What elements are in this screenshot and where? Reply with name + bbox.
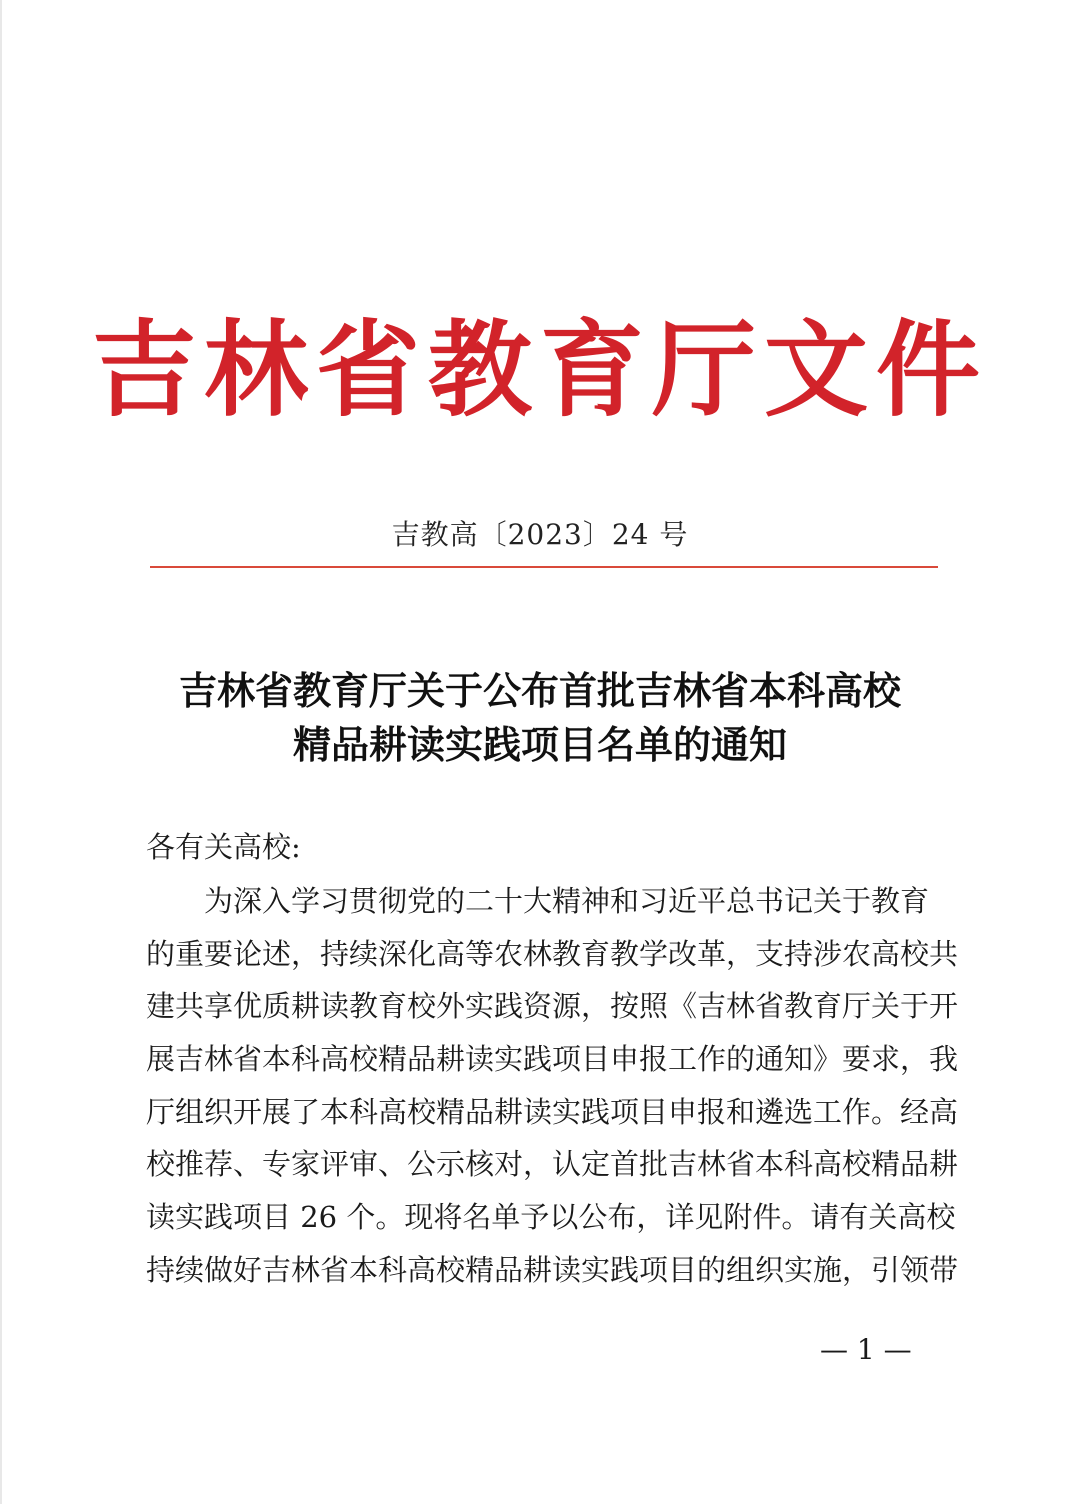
body-line: 读实践项目 26 个。现将名单予以公布，详见附件。请有关高校: [146, 1200, 956, 1235]
body-line: 展吉林省本科高校精品耕读实践项目申报工作的通知》要求，我: [146, 1042, 959, 1077]
body-line: 校推荐、专家评审、公示核对，认定首批吉林省本科高校精品耕: [146, 1147, 959, 1182]
page-number: — 1 —: [820, 1333, 912, 1366]
notice-title: [120, 664, 960, 772]
body-line: 的重要论述，持续深化高等农林教育教学改革，支持涉农高校共: [146, 936, 959, 971]
document-number: 吉教高〔2023〕24 号: [391, 518, 689, 551]
letterhead-title: 吉林省教育厅文件: [91, 308, 988, 431]
body-line: 建共享优质耕读教育校外实践资源，按照《吉林省教育厅关于开: [146, 989, 959, 1024]
body-line: 持续做好吉林省本科高校精品耕读实践项目的组织实施，引领带: [146, 1252, 959, 1287]
red-divider-line: [150, 566, 938, 568]
body-line: 为深入学习贯彻党的二十大精神和习近平总书记关于教育: [146, 884, 930, 918]
notice-title-line-2: 精品耕读实践项目名单的通知: [292, 722, 787, 767]
body-paragraph: [146, 875, 959, 1297]
body-line: 厅组织开展了本科高校精品耕读实践项目申报和遴选工作。经高: [146, 1094, 959, 1129]
notice-title-line-1: 吉林省教育厅关于公布首批吉林省本科高校: [178, 668, 901, 713]
salutation: 各有关高校:: [146, 830, 301, 864]
